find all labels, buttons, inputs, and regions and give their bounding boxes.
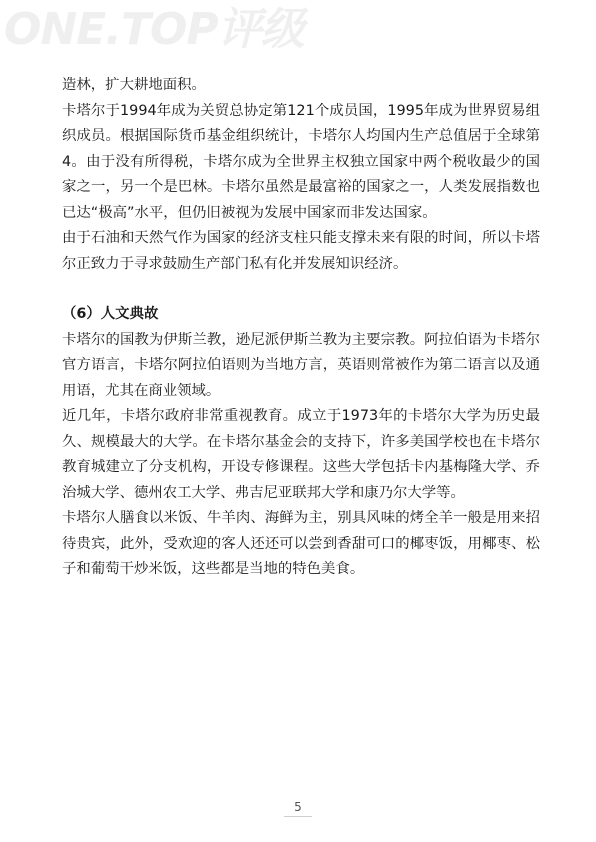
section-heading: （6）人文典故 xyxy=(62,306,159,322)
paragraph: 卡塔尔人膳食以米饭、牛羊肉、海鲜为主，别具风味的烤全羊一般是用来招待贵宾，此外，受欢迎的客人还还可以尝到香甜可口的椰枣饭，用椰枣、松子和葡萄干炒米饭，这些都是当地的特色美食。 xyxy=(62,510,540,577)
watermark-logo: ONE.TOP评级 xyxy=(4,4,304,55)
paragraph: 由于石油和天然气作为国家的经济支柱只能支撑未来有限的时间，所以卡塔尔正致力于寻求鼓励生产部门私有化并发展知识经济。 xyxy=(62,230,540,272)
paragraph: 卡塔尔的国教为伊斯兰教，逊尼派伊斯兰教为主要宗教。阿拉伯语为卡塔尔官方语言，卡塔尔阿拉伯语则为当地方言，英语则常被作为第二语言以及通用语，尤其在商业领域。 xyxy=(62,331,540,399)
page-number: 5 xyxy=(294,800,302,814)
paragraph: 卡塔尔于1994年成为关贸总协定第121个成员国，1995年成为世界贸易组织成员。根据国际货币基金组织统计，卡塔尔人均国内生产总值居于全球第4。由于没有所得税，卡塔尔成为全世界主权独立国家中两个税收最少的国家之一，另一个是巴林。卡塔尔虽然是最富裕的国家之一，人类发展指数也已达“极高”水平，但仍旧被视为发展中国家而非发达国家。 xyxy=(62,102,540,221)
page-number-underline xyxy=(284,816,312,817)
document-body xyxy=(62,73,540,583)
paragraph: 近几年，卡塔尔政府非常重视教育。成立于1973年的卡塔尔大学为历史最久、规模最大的大学。在卡塔尔基金会的支持下，许多美国学校也在卡塔尔教育城建立了分支机构，开设专修课程。这些大学包括卡内基梅隆大学、乔治城大学、德州农工大学、弗吉尼亚联邦大学和康乃尔大学等。 xyxy=(62,408,540,501)
paragraph: 造林，扩大耕地面积。 xyxy=(62,77,206,93)
